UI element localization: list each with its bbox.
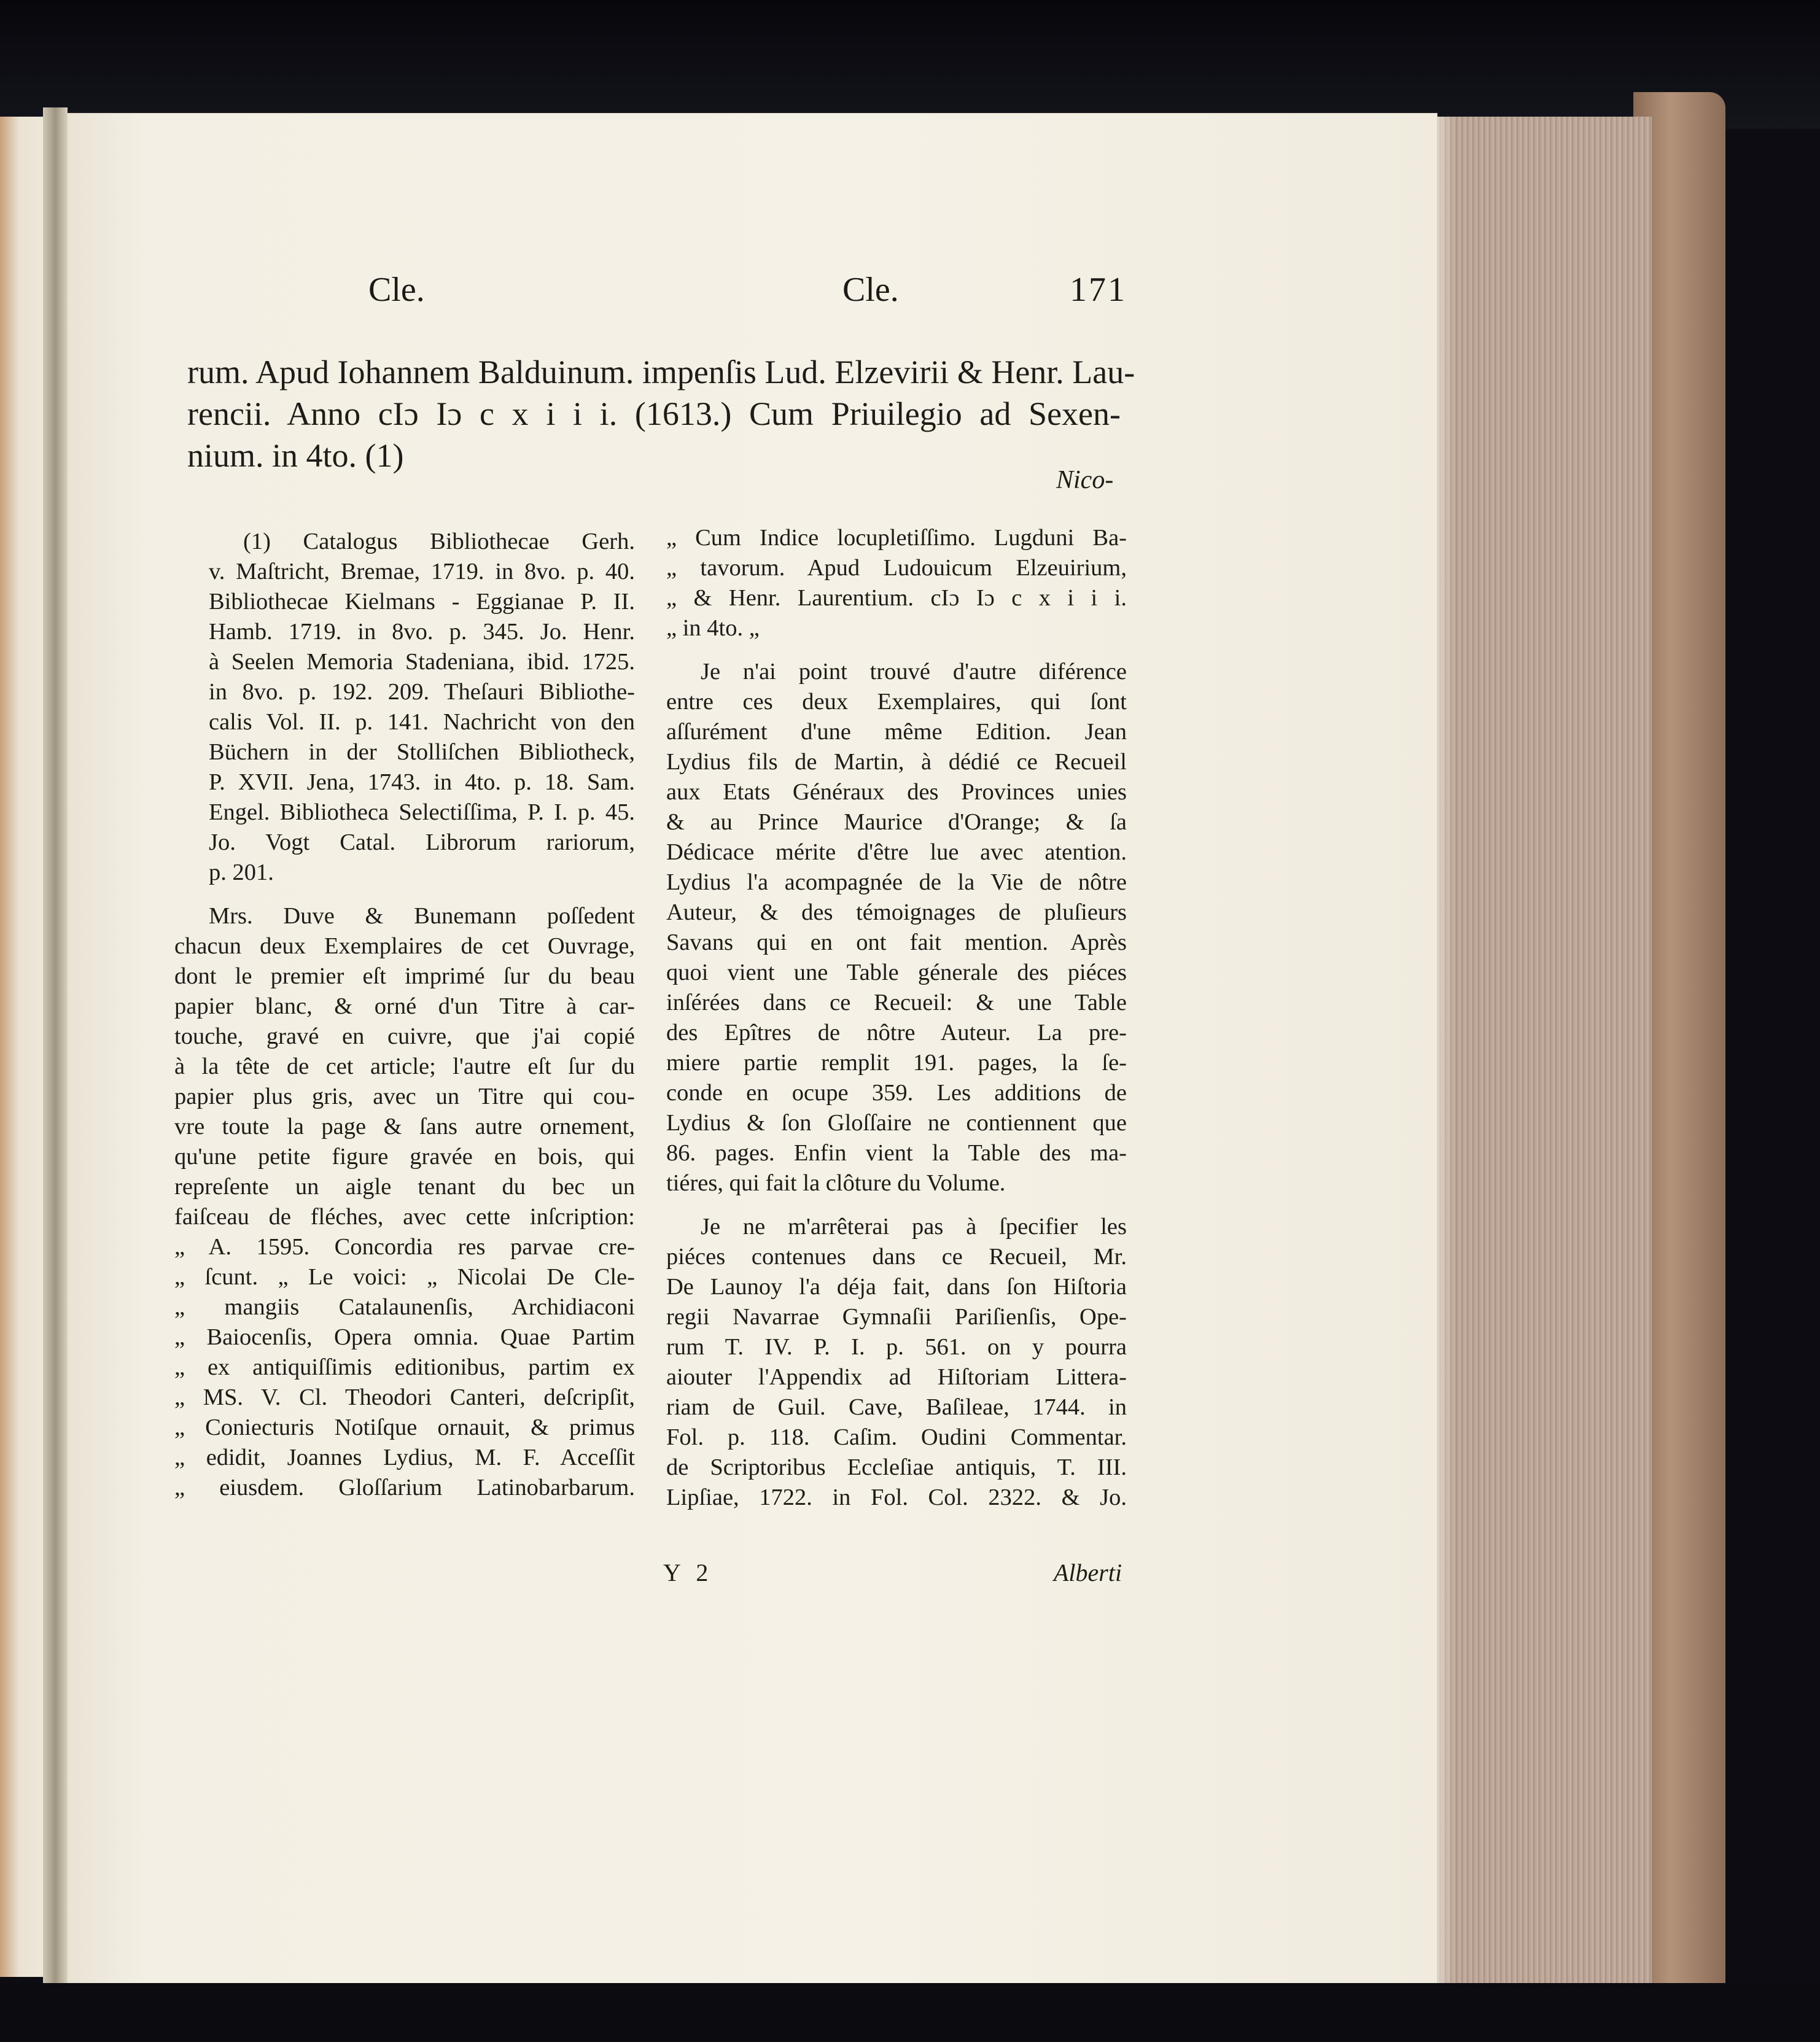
facing-page-edge	[0, 117, 48, 1977]
text-line: touche, gravé en cuivre, que j'ai copié	[174, 1023, 635, 1049]
left-column	[174, 527, 635, 1516]
text-line: Je n'ai point trouvé d'autre diférence	[701, 659, 1127, 685]
page-number: 171	[1070, 271, 1127, 309]
catchword-bottom: Alberti	[1054, 1559, 1122, 1586]
text-line: faiſceau de fléches, avec cette inſcription:	[174, 1204, 635, 1230]
text-line: „ in 4to. „	[666, 615, 760, 641]
text-line: (1) Catalogus Bibliothecae Gerh.	[243, 529, 635, 554]
text-line: des Epîtres de nôtre Auteur. La pre-	[666, 1020, 1127, 1046]
text-line: chacun deux Exemplaires de cet Ouvrage,	[174, 933, 635, 959]
text-line: regii Navarrae Gymnaſii Pariſienſis, Ope-	[666, 1304, 1127, 1330]
text-line: inſérées dans ce Recueil: & une Table	[666, 990, 1127, 1015]
text-line: de Scriptoribus Eccleſiae antiquis, T. III.	[666, 1454, 1127, 1480]
text-line: Büchern in der Stolliſchen Bibliotheck,	[209, 739, 635, 765]
text-line: „ eiusdem. Gloſſarium Latinobarbarum.	[174, 1475, 635, 1500]
paragraph	[666, 657, 1127, 1198]
text-line: p. 201.	[209, 860, 274, 885]
text-line: piéces contenues dans ce Recueil, Mr.	[666, 1244, 1127, 1270]
text-line: in 8vo. p. 192. 209. Theſauri Bibliothe-	[209, 679, 635, 705]
text-line: „ Cum Indice locupletiſſimo. Lugduni Ba-	[666, 525, 1127, 551]
catchword-top: Nico-	[1056, 466, 1114, 494]
text-line: aſſurément d'une même Edition. Jean	[666, 719, 1127, 745]
running-head-left: Cle.	[368, 271, 425, 309]
text-line: conde en ocupe 359. Les additions de	[666, 1080, 1127, 1106]
right-column	[666, 523, 1127, 1526]
text-line: miere partie remplit 191. pages, la ſe-	[666, 1050, 1127, 1076]
text-line: quoi vient une Table génerale des piéces	[666, 960, 1127, 985]
text-line: P. XVII. Jena, 1743. in 4to. p. 18. Sam.	[209, 769, 635, 795]
running-head-center: Cle.	[842, 271, 899, 309]
paragraph	[666, 1212, 1127, 1513]
text-line: Lydius & ſon Gloſſaire ne contiennent que	[666, 1110, 1127, 1136]
text-line: Bibliothecae Kielmans - Eggianae P. II.	[209, 589, 635, 615]
text-line: rum T. IV. P. I. p. 561. on y pourra	[666, 1334, 1127, 1360]
text-line: Jo. Vogt Catal. Librorum rariorum,	[209, 829, 635, 855]
text-line: „ Baiocenſis, Opera omnia. Quae Partim	[174, 1324, 635, 1350]
text-line: Savans qui en ont fait mention. Après	[666, 930, 1127, 955]
text-line: Fol. p. 118. Caſim. Oudini Commentar.	[666, 1424, 1127, 1450]
text-line: qu'une petite figure gravée en bois, qui	[174, 1144, 635, 1170]
page-block-edges	[1431, 117, 1652, 1983]
text-line: Engel. Bibliotheca Selectiſſima, P. I. p. 45.	[209, 799, 635, 825]
text-line: „ mangiis Catalaunenſis, Archidiaconi	[174, 1294, 635, 1320]
text-line: riam de Guil. Cave, Baſileae, 1744. in	[666, 1394, 1127, 1420]
text-line: „ edidit, Joannes Lydius, M. F. Acceſſit	[174, 1445, 635, 1470]
text-line: papier blanc, & orné d'un Titre à car-	[174, 993, 635, 1019]
text-line: Auteur, & des témoignages de pluſieurs	[666, 899, 1127, 925]
quoted-title	[666, 523, 1127, 643]
text-line: Hamb. 1719. in 8vo. p. 345. Jo. Henr.	[209, 619, 635, 645]
paragraph	[174, 901, 635, 1503]
text-line: v. Maſtricht, Bremae, 1719. in 8vo. p. 40.	[209, 559, 635, 584]
dark-background	[0, 0, 1820, 129]
text-line: „ & Henr. Laurentium. cIɔ Iɔ c x i i i.	[666, 585, 1127, 611]
text-line: „ tavorum. Apud Ludouicum Elzeuirium,	[666, 555, 1127, 581]
text-line: dont le premier eſt imprimé ſur du beau	[174, 963, 635, 989]
text-line: Mrs. Duve & Bunemann poſſedent	[209, 903, 635, 929]
text-line: „ A. 1595. Concordia res parvae cre-	[174, 1234, 635, 1260]
signature-mark: Y 2	[663, 1559, 714, 1586]
title-line: nium. in 4to. (1)	[187, 437, 404, 474]
dark-surface	[0, 1983, 1820, 2042]
text-line: tiéres, qui fait la clôture du Volume.	[666, 1170, 1006, 1196]
text-line: repreſente un aigle tenant du bec un	[174, 1174, 635, 1200]
footnote	[174, 527, 635, 888]
text-line: aiouter l'Appendix ad Hiſtoriam Littera-	[666, 1364, 1127, 1390]
text-line: Lydius l'a acompagnée de la Vie de nôtre	[666, 869, 1127, 895]
text-line: vre toute la page & ſans autre ornement,	[174, 1114, 635, 1139]
text-line: 86. pages. Enfin vient la Table des ma-	[666, 1140, 1127, 1166]
text-line: calis Vol. II. p. 141. Nachricht von den	[209, 709, 635, 735]
text-line: Lydius fils de Martin, à dédié ce Recueil	[666, 749, 1127, 775]
text-line: „ ex antiquiſſimis editionibus, partim ex	[174, 1354, 635, 1380]
text-line: „ ſcunt. „ Le voici: „ Nicolai De Cle-	[174, 1264, 635, 1290]
text-line: De Launoy l'a déja fait, dans ſon Hiſtoria	[666, 1274, 1127, 1300]
title-line: rencii. Anno cIɔ Iɔ c x i i i. (1613.) Cum Priuilegio ad Sexen-	[187, 395, 1121, 432]
text-line: à Seelen Memoria Stadeniana, ibid. 1725.	[209, 649, 635, 675]
title-continuation	[187, 351, 1135, 476]
text-line: papier plus gris, avec un Titre qui cou-	[174, 1084, 635, 1109]
text-line: à la tête de cet article; l'autre eſt ſur du	[174, 1054, 635, 1079]
text-line: „ MS. V. Cl. Theodori Canteri, deſcripſit,	[174, 1384, 635, 1410]
title-line: rum. Apud Iohannem Balduinum. impenſis Lud. Elzevirii & Henr. Lau-	[187, 354, 1135, 390]
text-line: & au Prince Maurice d'Orange; & ſa	[666, 809, 1127, 835]
book-gutter	[43, 107, 68, 1986]
text-line: entre ces deux Exemplaires, qui ſont	[666, 689, 1127, 715]
text-line: Je ne m'arrêterai pas à ſpecifier les	[701, 1214, 1127, 1240]
text-line: aux Etats Généraux des Provinces unies	[666, 779, 1127, 805]
text-line: Lipſiae, 1722. in Fol. Col. 2322. & Jo.	[666, 1485, 1127, 1510]
text-line: Dédicace mérite d'être lue avec atention.	[666, 839, 1127, 865]
text-line: „ Coniecturis Notiſque ornauit, & primus	[174, 1415, 635, 1440]
